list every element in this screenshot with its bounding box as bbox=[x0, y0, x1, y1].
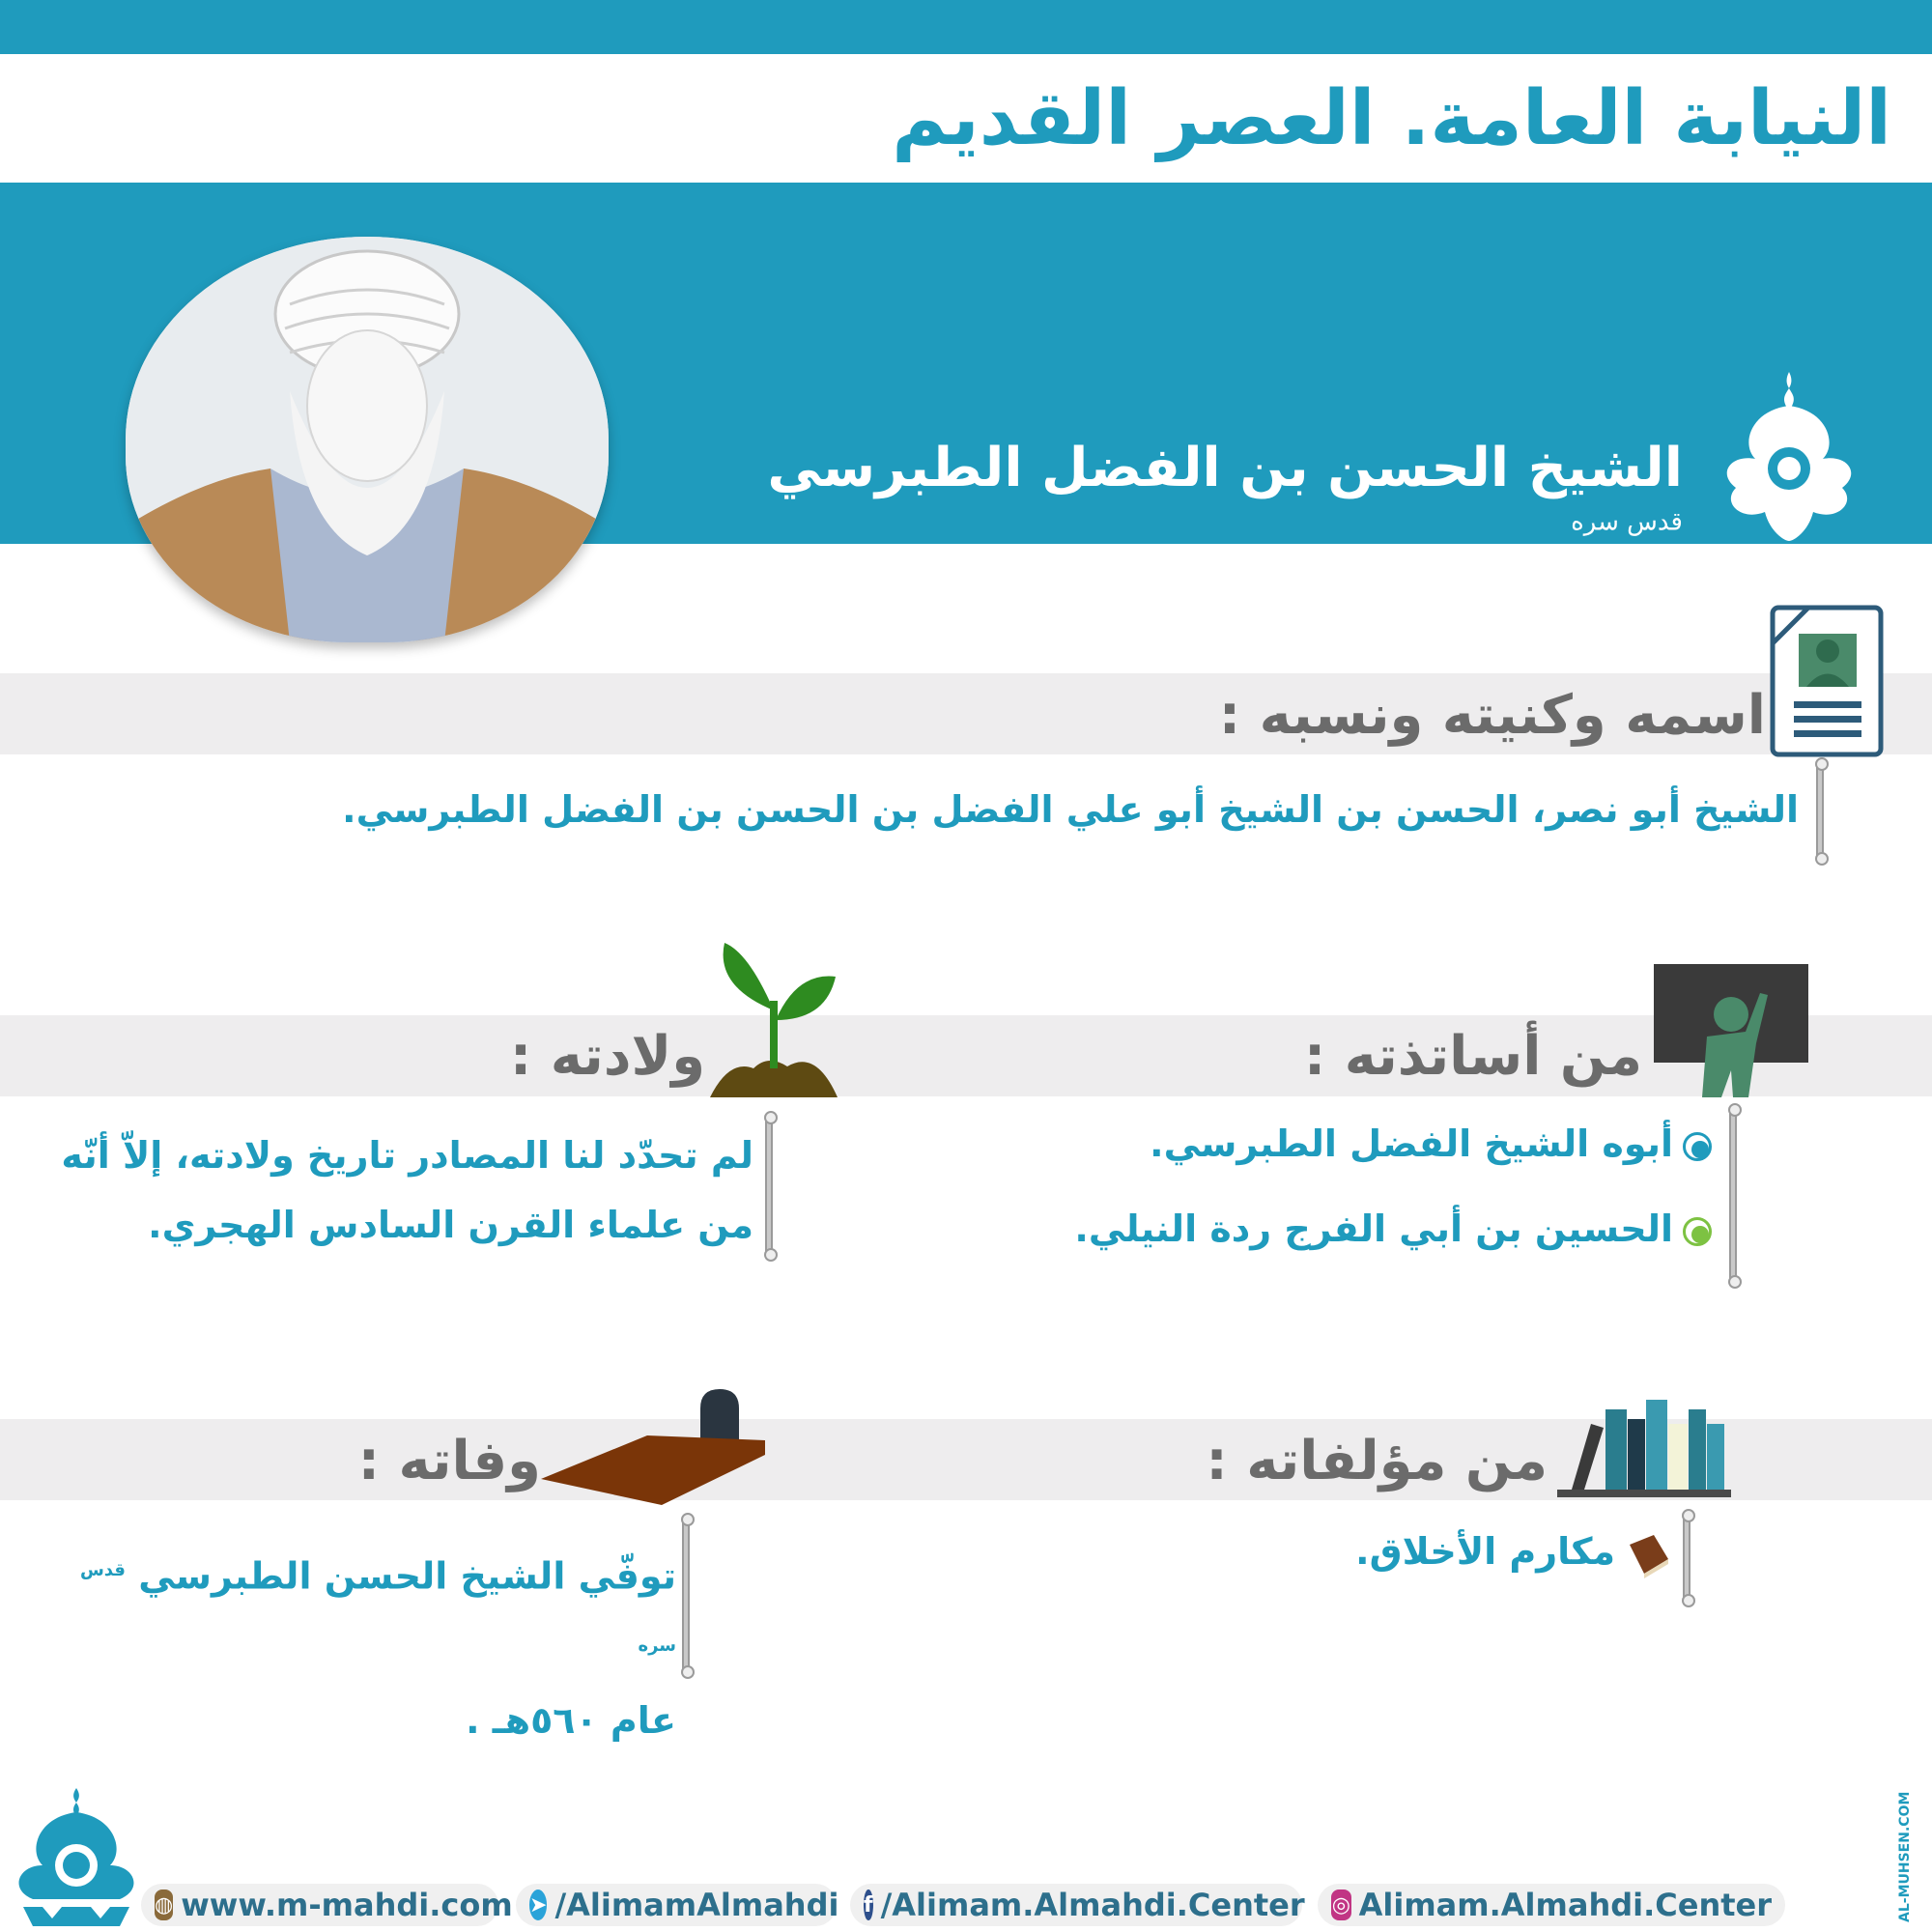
teacher-item: الحسين بن أبي الفرج ردة النيلي. bbox=[842, 1194, 1712, 1264]
section-bar-teachers-birth bbox=[0, 1015, 1932, 1096]
honorific-mark: قدس سره bbox=[79, 1560, 676, 1656]
ornament-icon bbox=[1712, 367, 1866, 546]
book-icon bbox=[1625, 1530, 1673, 1578]
top-bar bbox=[0, 0, 1932, 54]
bullet-icon bbox=[1683, 1132, 1712, 1161]
facebook-link[interactable]: f /Alimam.Almahdi.Center bbox=[850, 1884, 1302, 1926]
instagram-icon: ◎ bbox=[1331, 1889, 1351, 1920]
center-logo-icon bbox=[14, 1783, 139, 1928]
teacher-blackboard-icon bbox=[1654, 964, 1808, 1097]
divider-pin bbox=[765, 1117, 773, 1256]
birth-text: لم تحدّد لنا المصادر تاريخ ولادته، إلاّ أنّه من علماء القرن السادس الهجري. bbox=[61, 1134, 753, 1246]
telegram-icon: ➤ bbox=[529, 1889, 547, 1920]
honorific-mark: قدس سره bbox=[1571, 507, 1683, 537]
divider-pin bbox=[1816, 763, 1824, 860]
section-heading-death: وفاته : bbox=[357, 1430, 541, 1492]
section-heading-teachers: من أساتذته : bbox=[1303, 1025, 1642, 1088]
divider-pin bbox=[1683, 1515, 1690, 1602]
bookshelf-icon bbox=[1557, 1395, 1731, 1497]
instagram-link[interactable]: ◎ Alimam.Almahdi.Center bbox=[1318, 1884, 1785, 1926]
website-link[interactable]: ◍ www.m-mahdi.com bbox=[141, 1884, 498, 1926]
bullet-icon bbox=[1683, 1217, 1712, 1246]
sprout-icon bbox=[710, 943, 838, 1097]
section-heading-birth: ولادته : bbox=[509, 1025, 705, 1088]
name-lineage-text: الشيخ أبو نصر، الحسن بن الشيخ أبو علي الفضل بن الحسن بن الفضل الطبرسي. bbox=[342, 788, 1799, 831]
person-name: الشيخ الحسن بن الفضل الطبرسي $^{قدس سره}$ bbox=[767, 437, 1683, 537]
divider-pin bbox=[682, 1519, 690, 1673]
works-item: مكارم الأخلاق. bbox=[997, 1517, 1673, 1586]
page-title: النيابة العامة. العصر القديم bbox=[892, 75, 1891, 162]
grave-icon bbox=[541, 1387, 765, 1505]
facebook-icon: f bbox=[864, 1889, 873, 1920]
designer-credit: AL-MUHSEN.COM bbox=[1897, 1791, 1913, 1922]
section-heading-works: من مؤلفاته : bbox=[1206, 1430, 1548, 1492]
death-text: توفّي الشيخ الحسن الطبرسي $^{قدس سره}$ عام ٥٦٠هـ . bbox=[79, 1554, 676, 1743]
divider-pin bbox=[1729, 1109, 1737, 1283]
id-card-icon bbox=[1770, 605, 1884, 757]
portrait-image bbox=[126, 237, 609, 642]
globe-icon: ◍ bbox=[155, 1889, 173, 1920]
teacher-item: أبوه الشيخ الفضل الطبرسي. bbox=[842, 1109, 1712, 1179]
section-heading-name: اسمه وكنيته ونسبه : bbox=[1218, 684, 1766, 747]
telegram-link[interactable]: ➤ /AlimamAlmahdi bbox=[516, 1884, 837, 1926]
